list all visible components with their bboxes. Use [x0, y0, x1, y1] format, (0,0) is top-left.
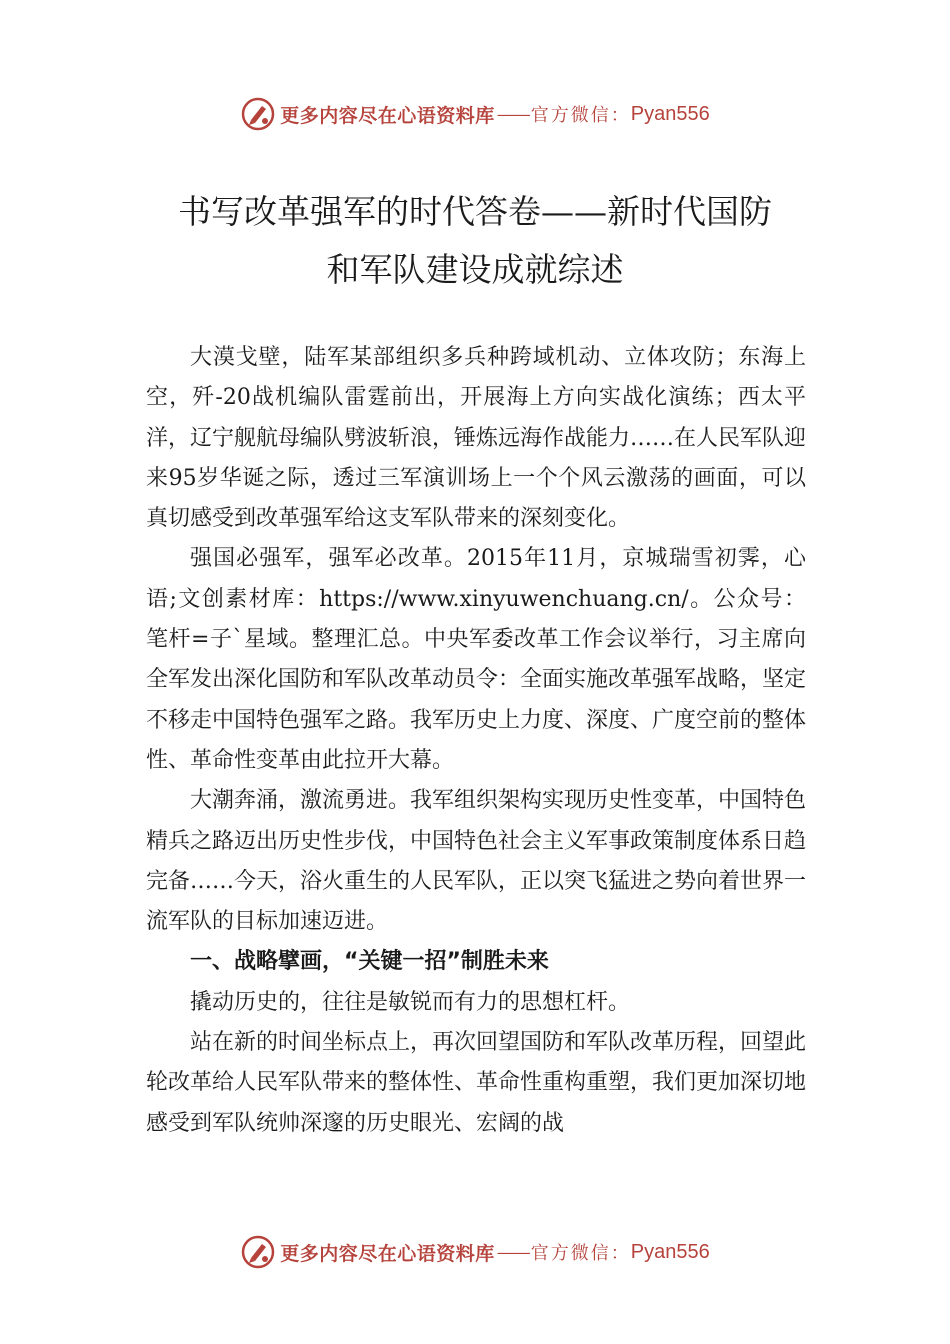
paragraph-3: 大潮奔涌，激流勇进。我军组织架构实现历史性变革，中国特色精兵之路迈出历史性步伐，中国特色社会主义军事政策制度体系日趋完备……今天，浴火重生的人民军队，正以突飞猛进之势向着世界一流军队的目标加速迈进。: [146, 788, 807, 935]
banner-weixin-label: 官方微信：: [530, 105, 631, 126]
banner-weixin-id: Pyan556: [630, 102, 710, 125]
section-heading-1: 一、战略擘画，“关键一招”制胜未来: [190, 949, 549, 975]
article-body: [146, 338, 806, 1144]
banner-weixin-id: Pyan556: [630, 1240, 710, 1263]
pen-seal-logo-icon: [240, 96, 276, 132]
footer-banner: [0, 1232, 950, 1272]
pen-seal-logo-icon: [240, 1234, 276, 1270]
banner-brand: 更多内容尽在心语资料库: [280, 1242, 495, 1265]
header-banner: [0, 94, 950, 134]
banner-weixin-label: 官方微信：: [530, 1243, 631, 1264]
banner-dash: ——: [496, 1241, 529, 1263]
banner-brand: 更多内容尽在心语资料库: [280, 104, 495, 127]
paragraph-1: 大漠戈壁，陆军某部组织多兵种跨域机动、立体攻防；东海上空，歼-20战机编队雷霆前出，开展海上方向实战化演练；西太平洋，辽宁舰航母编队劈波斩浪，锤炼远海作战能力……在人民军队迎来95岁华诞之际，透过三军演训场上一个个风云激荡的画面，可以真切感受到改革强军给这支军队带来的深刻变化。: [146, 345, 807, 532]
paragraph-5: 站在新的时间坐标点上，再次回望国防和军队改革历程，回望此轮改革给人民军队带来的整体性、革命性重构重塑，我们更加深切地感受到军队统帅深邃的历史眼光、宏阔的战: [146, 1030, 807, 1136]
page-title: [100, 183, 850, 299]
paragraph-2: 强国必强军，强军必改革。2015年11月，京城瑞雪初霁，心语;文创素材库：https://www.xinyuwenchuang.cn/。公众号：笔杆=子`星域。整理汇总。中央军委改革工作会议举行，习主席向全军发出深化国防和军队改革动员令：全面实施改革强军战略，坚定不移走中国特色强军之路。我军历史上力度、深度、广度空前的整体性、革命性变革由此拉开大幕。: [146, 546, 807, 773]
title-line-2: 和军队建设成就综述: [326, 250, 624, 289]
title-line-1: 书写改革强军的时代答卷——新时代国防: [178, 192, 772, 231]
banner-dash: ——: [496, 103, 529, 125]
paragraph-4: 撬动历史的，往往是敏锐而有力的思想杠杆。: [190, 989, 631, 1015]
